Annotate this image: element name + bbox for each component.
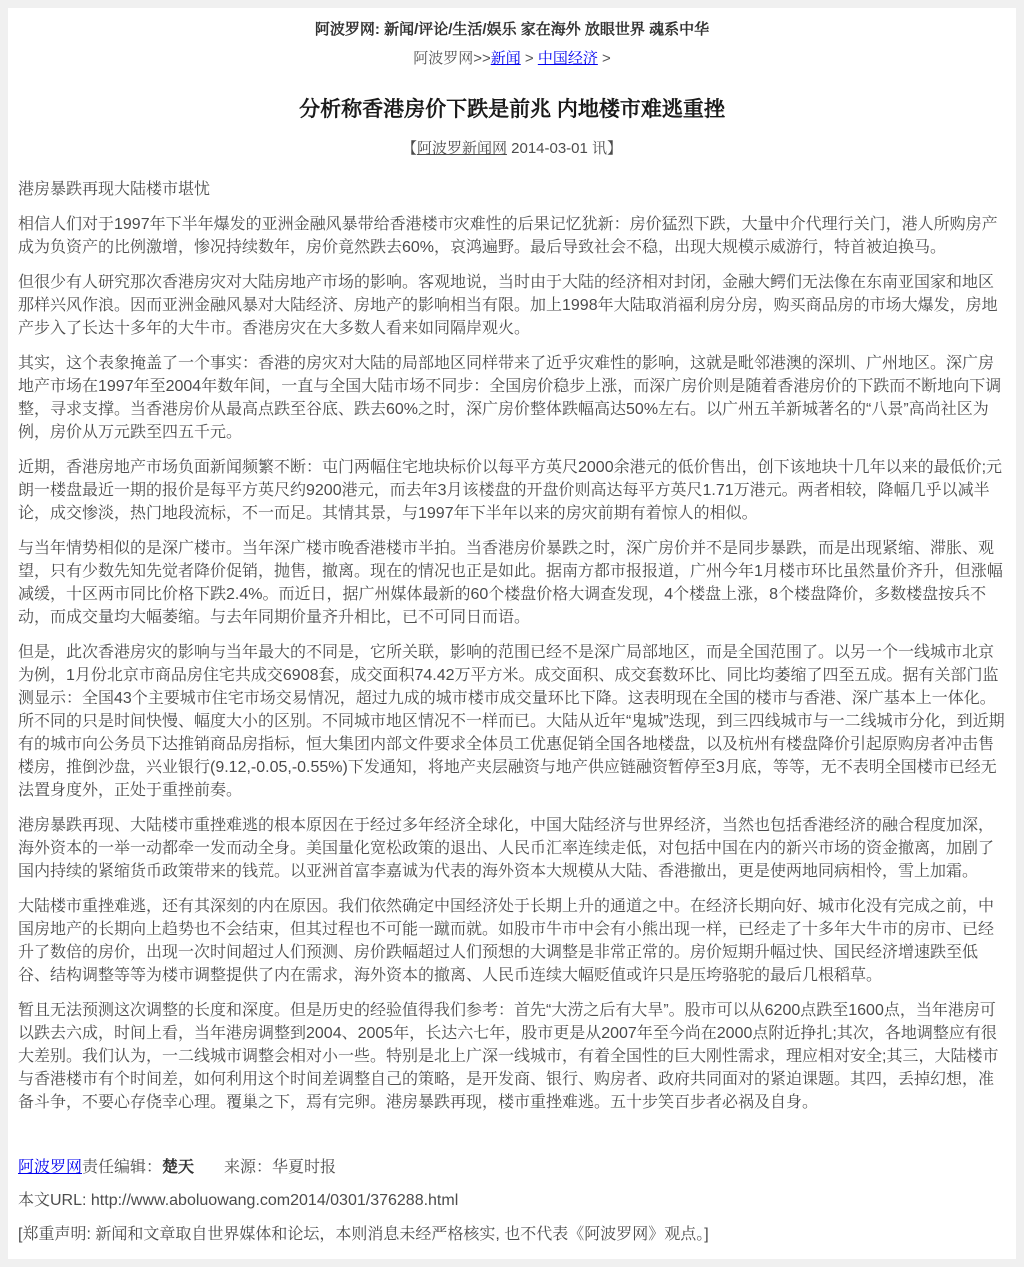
paragraph: 港房暴跌再现大陆楼市堪忧 bbox=[18, 181, 211, 198]
breadcrumb-suffix: > bbox=[597, 50, 611, 67]
breadcrumb-link-china-economy[interactable]: 中国经济 bbox=[537, 50, 598, 67]
page-content bbox=[8, 8, 1016, 1259]
paragraph: 暂且无法预测这次调整的长度和深度。但是历史的经验值得我们参考：首先“大涝之后有大旱”。股市可以从6200点跌至1600点，当年港房可以跌去六成，时间上看，当年港房调整到2004、2005年，长达六七年，股市更是从2007年至今尚在2000点附近挣扎;其次，各地调整应有很大差别。我们认为，一二线城市调整会相对小一些。特别是北上广深一线城市，有着全国性的巨大刚性需求，理应相对安全;其三，大陆楼市与香港楼市有个时间差，如何利用这个时间差调整自己的策略，是开发商、银行、购房者、政府共同面对的紧迫课题。其四，丢掉幻想，准备斗争，不要心存侥幸心理。覆巢之下，焉有完卵。港房暴跌再现，楼市重挫难逃。五十步笑百步者必祸及自身。 bbox=[18, 1002, 999, 1111]
paragraph: 港房暴跌再现、大陆楼市重挫难逃的根本原因在于经过多年经济全球化，中国大陆经济与世界经济，当然也包括香港经济的融合程度加深，海外资本的一举一动都牵一发而动全身。美国量化宽松政策的退出、人民币汇率连续走低，对包括中国在内的新兴市场的资金撤离，加剧了国内持续的紧缩货币政策带来的钱荒。以亚洲首富李嘉诚为代表的海外资本大规模从大陆、香港撤出，更是使两地同病相怜，雪上加霜。 bbox=[18, 817, 995, 880]
article-url-line: 本文URL: http://www.aboluowang.com2014/0301/376288.html bbox=[18, 1192, 459, 1209]
breadcrumb-root: 阿波罗网>> bbox=[413, 50, 491, 67]
source-bracket-open: 【 bbox=[401, 140, 417, 157]
source-agency-link[interactable]: 阿波罗新闻网 bbox=[416, 140, 507, 157]
article-source-ref: 来源：华夏时报 bbox=[224, 1159, 337, 1176]
paragraph: 但很少有人研究那次香港房灾对大陆房地产市场的影响。客观地说，当时由于大陆的经济相对封闭，金融大鳄们无法像在东南亚国家和地区那样兴风作浪。因而亚洲金融风暴对大陆经济、房地产的影响相当有限。加上1998年大陆取消福利房分房，购买商品房的市场大爆发，房地产步入了长达十多年的大牛市。香港房灾在大多数人看来如同隔岸观火。 bbox=[18, 274, 998, 337]
footer-editor-line bbox=[18, 1154, 1006, 1177]
paragraph: 大陆楼市重挫难逃，还有其深刻的内在原因。我们依然确定中国经济处于长期上升的通道之中。在经济长期向好、城市化没有完成之前，中国房地产的长期向上趋势也不会结束，但其过程也不可能一蹴而就。如股市牛市中会有小熊出现一样，已经走了十多年大牛市的房市、已经升了数倍的房价，出现一次时间超过人们预测、房价跌幅超过人们预想的大调整是非常正常的。房价短期升幅过快、国民经济增速跌至低谷、结构调整等等为楼市调整提供了内在需求，海外资本的撤离、人民币连续大幅贬值或许只是压垮骆驼的最后几根稻草。 bbox=[18, 898, 995, 984]
paragraph: 其实，这个表象掩盖了一个事实：香港的房灾对大陆的局部地区同样带来了近乎灾难性的影响，这就是毗邻港澳的深圳、广州地区。深广房地产市场在1997年至2004年数年间，一直与全国大陆市场不同步：全国房价稳步上涨，而深广房价则是随着香港房价的下跌而不断地向下调整，寻求支撑。当香港房价从最高点跌至谷底、跌去60%之时，深广房价整体跌幅高达50%左右。以广州五羊新城著名的“八景”高尚社区为例，房价从万元跌至四五千元。 bbox=[18, 355, 1002, 441]
article-body bbox=[18, 178, 1006, 1114]
source-date: 2014-03-01 讯】 bbox=[506, 140, 623, 157]
paragraph: 但是，此次香港房灾的影响与当年最大的不同是，它所关联，影响的范围已经不是深广局部地区，而是全国范围了。以另一个一线城市北京为例，1月份北京市商品房住宅共成交6908套，成交面积74.42万平方米。成交面积、成交套数环比、同比均萎缩了四至五成。据有关部门监测显示：全国43个主要城市住宅市场交易情况，超过九成的城市楼市成交量环比下降。这表明现在全国的楼市与香港、深广基本上一体化。所不同的只是时间快慢、幅度大小的区别。不同城市地区情况不一样而已。大陆从近年“鬼城”迭现，到三四线城市与一二线城市分化，到近期有的城市向公务员下达推销商品房指标，恒大集团内部文件要求全体员工优惠促销全国各地楼盘，以及杭州有楼盘降价引起原购房者冲击售楼房，推倒沙盘，兴业银行(9.12,-0.05,-0.55%)下发通知，将地产夹层融资与地产供应链融资暂停至3月底，等等，无不表明全国楼市已经无法置身度外，正处于重挫前奏。 bbox=[18, 644, 1005, 799]
paragraph: 与当年情势相似的是深广楼市。当年深广楼市晚香港楼市半拍。当香港房价暴跌之时，深广房价并不是同步暴跌，而是出现紧缩、滞胀、观望，只有少数先知先觉者降价促销，抛售，撤离。现在的情况也正是如此。据南方都市报报道，广州今年1月楼市环比虽然量价齐升，但涨幅减缓，十区两市同比价格下跌2.4%。而近日，据广州媒体最新的60个楼盘价格大调查发现，4个楼盘上涨，8个楼盘降价，多数楼盘按兵不动，而成交量均大幅萎缩。与去年同期价量齐升相比，已不可同日而语。 bbox=[18, 540, 1003, 626]
source-line bbox=[18, 137, 1006, 158]
breadcrumb bbox=[18, 47, 1006, 68]
paragraph: 相信人们对于1997年下半年爆发的亚洲金融风暴带给香港楼市灾难性的后果记忆犹新：房价猛烈下跌，大量中介代理行关门，港人所购房产成为负资产的比例激增，惨况持续数年，房价竟然跌去60%，哀鸿遍野。最后导致社会不稳，出现大规模示威游行，特首被迫换马。 bbox=[18, 216, 998, 256]
breadcrumb-link-news[interactable]: 新闻 bbox=[490, 50, 521, 67]
footer-site-link[interactable]: 阿波罗网 bbox=[18, 1159, 83, 1176]
site-tagline: 阿波罗网: 新闻/评论/生活/娱乐 家在海外 放眼世界 魂系中华 bbox=[314, 21, 710, 38]
editor-label: 责任编辑： bbox=[82, 1159, 163, 1176]
disclaimer: [郑重声明: 新闻和文章取自世界媒体和论坛，本则消息未经严格核实, 也不代表《阿波罗网》观点。] bbox=[18, 1226, 709, 1243]
editor-name: 楚天 bbox=[162, 1159, 195, 1176]
paragraph: 近期，香港房地产市场负面新闻频繁不断：屯门两幅住宅地块标价以每平方英尺2000余港元的低价售出，创下该地块十几年以来的最低价;元朗一楼盘最近一期的报价是每平方英尺约9200港元，而去年3月该楼盘的开盘价则高达每平方英尺1.71万港元。两者相较，降幅几乎以减半论，成交惨淡，热门地段流标，不一而足。其情其景，与1997年下半年以来的房灾前期有着惊人的相似。 bbox=[18, 459, 1003, 522]
article-title: 分析称香港房价下跌是前兆 内地楼市难逃重挫 bbox=[299, 98, 725, 121]
breadcrumb-separator: > bbox=[520, 50, 538, 67]
